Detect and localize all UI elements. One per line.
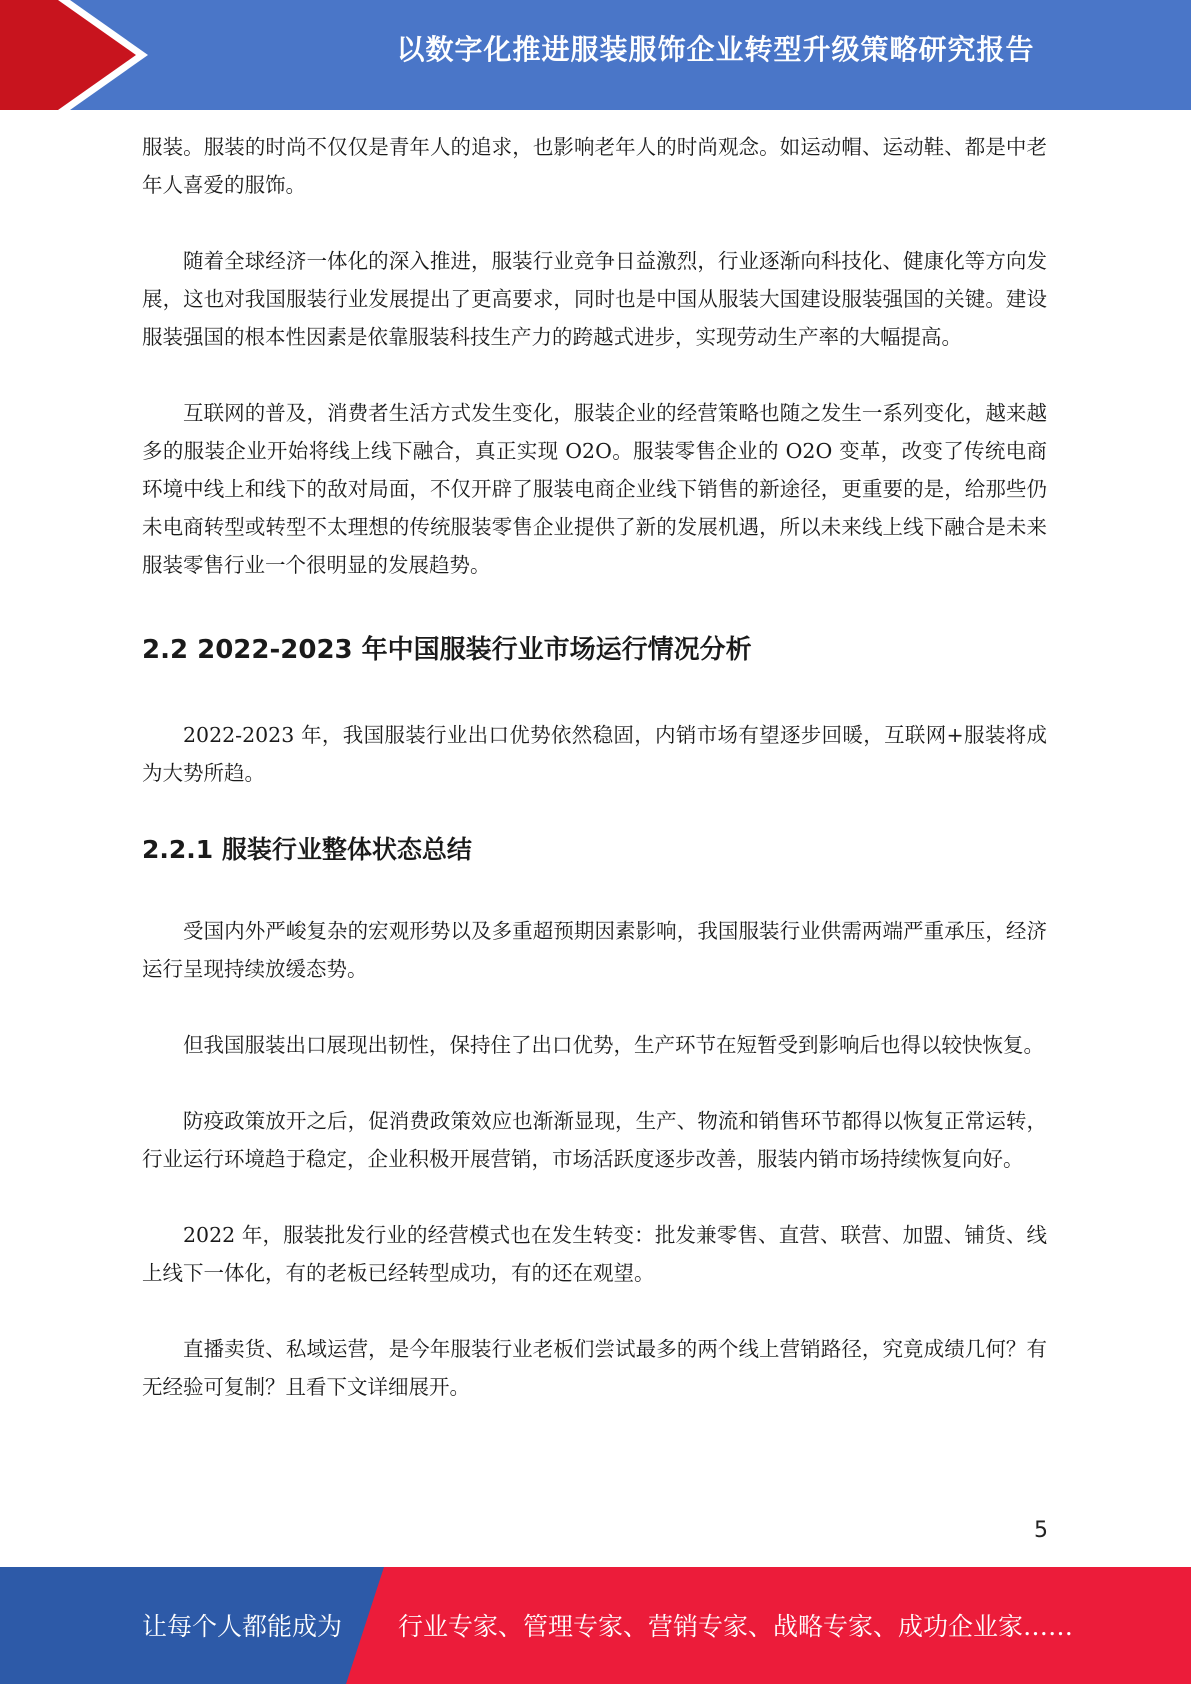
footer-slogan-left: 让每个人都能成为 <box>142 1612 343 1641</box>
subsection-heading-2-2-1: 2.2.1 服装行业整体状态总结 <box>142 835 472 864</box>
paragraph-5: 受国内外严峻复杂的宏观形势以及多重超预期因素影响，我国服装行业供需两端严重承压，经济运行呈现持续放缓态势。 <box>142 919 1047 981</box>
header-arrow-decoration <box>0 0 160 110</box>
main-content <box>142 128 1047 1444</box>
paragraph-6: 但我国服装出口展现出韧性，保持住了出口优势，生产环节在短暂受到影响后也得以较快恢复。 <box>183 1033 1044 1057</box>
report-title: 以数字化推进服装服饰企业转型升级策略研究报告 <box>396 33 1035 66</box>
paragraph-4: 2022-2023 年，我国服装行业出口优势依然稳固，内销市场有望逐步回暖，互联网+服装将成为大势所趋。 <box>142 723 1047 785</box>
footer-slogan-right: 行业专家、管理专家、营销专家、战略专家、成功企业家…… <box>398 1612 1074 1641</box>
paragraph-7: 防疫政策放开之后，促消费政策效应也渐渐显现，生产、物流和销售环节都得以恢复正常运转，行业运行环境趋于稳定，企业积极开展营销，市场活跃度逐步改善，服装内销市场持续恢复向好。 <box>142 1109 1047 1171</box>
paragraph-3: 互联网的普及，消费者生活方式发生变化，服装企业的经营策略也随之发生一系列变化，越来越多的服装企业开始将线上线下融合，真正实现 O2O。服装零售企业的 O2O 变革，改变了传统电商环境中线上和线下的敌对局面，不仅开辟了服装电商企业线下销售的新途径，更重要的是，给那些仍未电商转型或转型不太理想的传统服装零售企业提供了新的发展机遇，所以未来线上线下融合是未来服装零售行业一个很明显的发展趋势。 <box>142 401 1047 577</box>
page-footer <box>0 1567 1191 1684</box>
paragraph-2: 随着全球经济一体化的深入推进，服装行业竞争日益激烈，行业逐渐向科技化、健康化等方向发展，这也对我国服装行业发展提出了更高要求，同时也是中国从服装大国建设服装强国的关键。建设服装强国的根本性因素是依靠服装科技生产力的跨越式进步，实现劳动生产率的大幅提高。 <box>142 249 1047 349</box>
paragraph-1: 服装。服装的时尚不仅仅是青年人的追求，也影响老年人的时尚观念。如运动帽、运动鞋、都是中老年人喜爱的服饰。 <box>142 135 1047 197</box>
page-header <box>0 0 1191 110</box>
section-heading-2-2: 2.2 2022-2023 年中国服装行业市场运行情况分析 <box>142 635 752 665</box>
page-number: 5 <box>1034 1518 1048 1543</box>
paragraph-8: 2022 年，服装批发行业的经营模式也在发生转变：批发兼零售、直营、联营、加盟、铺货、线上线下一体化，有的老板已经转型成功，有的还在观望。 <box>142 1223 1047 1285</box>
paragraph-9: 直播卖货、私域运营，是今年服装行业老板们尝试最多的两个线上营销路径，究竟成绩几何？有无经验可复制？且看下文详细展开。 <box>142 1337 1047 1399</box>
